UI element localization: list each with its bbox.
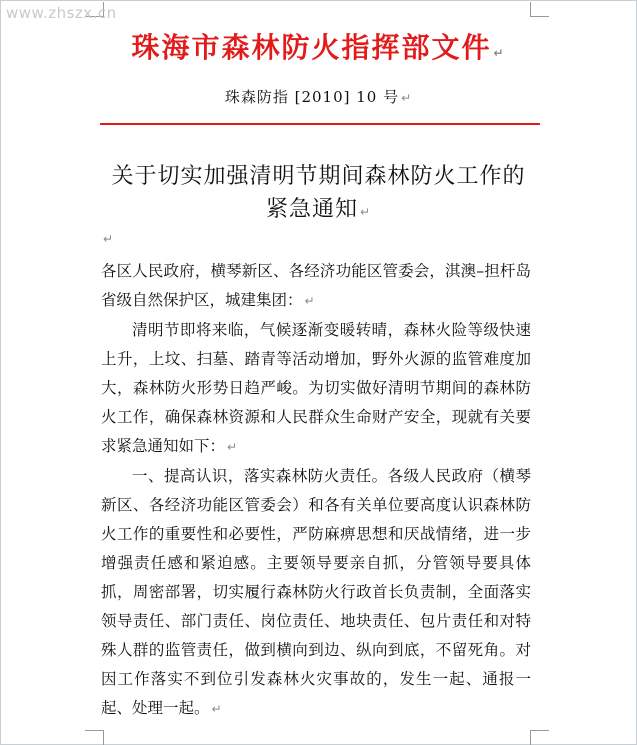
paragraph-mark-icon: ↵: [359, 205, 372, 219]
item-1-text: 一、提高认识，落实森林防火责任。各级人民政府（横琴新区、各经济功能区管委会）和各有关单位要高度认识森林防火工作的重要性和必要性，严防麻痹思想和厌战情绪，进一步增强责任感和紧迫感。主要领导要亲自抓，分管领导要具体抓，周密部署，切实履行森林防火行政首长负责制，全面落实领导责任、部门责任、岗位责任、地块责任、包片责任和对特殊人群的监管责任，做到横向到边、纵向到底，不留死角。对因工作落实不到位引发森林火灾事故的，发生一起、通报一起、处理一起。: [101, 467, 531, 717]
notice-title: [0, 160, 637, 229]
salutation-text: 各区人民政府，横琴新区、各经济功能区管委会，淇澳–担杆岛省级自然保护区，城建集团：: [101, 262, 531, 309]
paragraph-mark-icon: ↵: [103, 232, 114, 246]
empty-paragraph: [101, 228, 113, 247]
salutation-paragraph: [101, 257, 531, 316]
crop-mark-bottom-right: [530, 730, 549, 745]
crop-mark-top-right: [530, 2, 549, 17]
document-number: [0, 86, 637, 107]
red-divider-line: [100, 123, 540, 125]
intro-paragraph: [101, 316, 531, 462]
document-body: [101, 257, 531, 724]
paragraph-mark-icon: ↵: [304, 294, 315, 308]
paragraph-mark-icon: ↵: [211, 702, 222, 716]
header-title: 珠海市森林防火指挥部文件: [131, 31, 492, 64]
paragraph-mark-icon: ↵: [227, 440, 238, 454]
paragraph-mark-icon: ↵: [493, 46, 506, 60]
notice-title-line2: 紧急通知: [265, 197, 358, 222]
document-header: [0, 26, 637, 66]
doc-number-text: 珠森防指 [2010] 10 号: [224, 88, 400, 106]
item-1-paragraph: [101, 462, 531, 724]
intro-text: 清明节即将来临，气候逐渐变暖转晴，森林火险等级快速上升，上坟、扫墓、踏青等活动增加，野外火源的监管难度加大，森林防火形势日趋严峻。为切实做好清明节期间的森林防火工作，确保森林资源和人民群众生命财产安全，现就有关要求紧急通知如下：: [101, 321, 531, 455]
crop-mark-bottom-left: [85, 730, 104, 745]
paragraph-mark-icon: ↵: [401, 91, 413, 105]
watermark: www.zhszx.cn: [6, 4, 117, 22]
notice-title-line1: 关于切实加强清明节期间森林防火工作的: [111, 164, 526, 189]
